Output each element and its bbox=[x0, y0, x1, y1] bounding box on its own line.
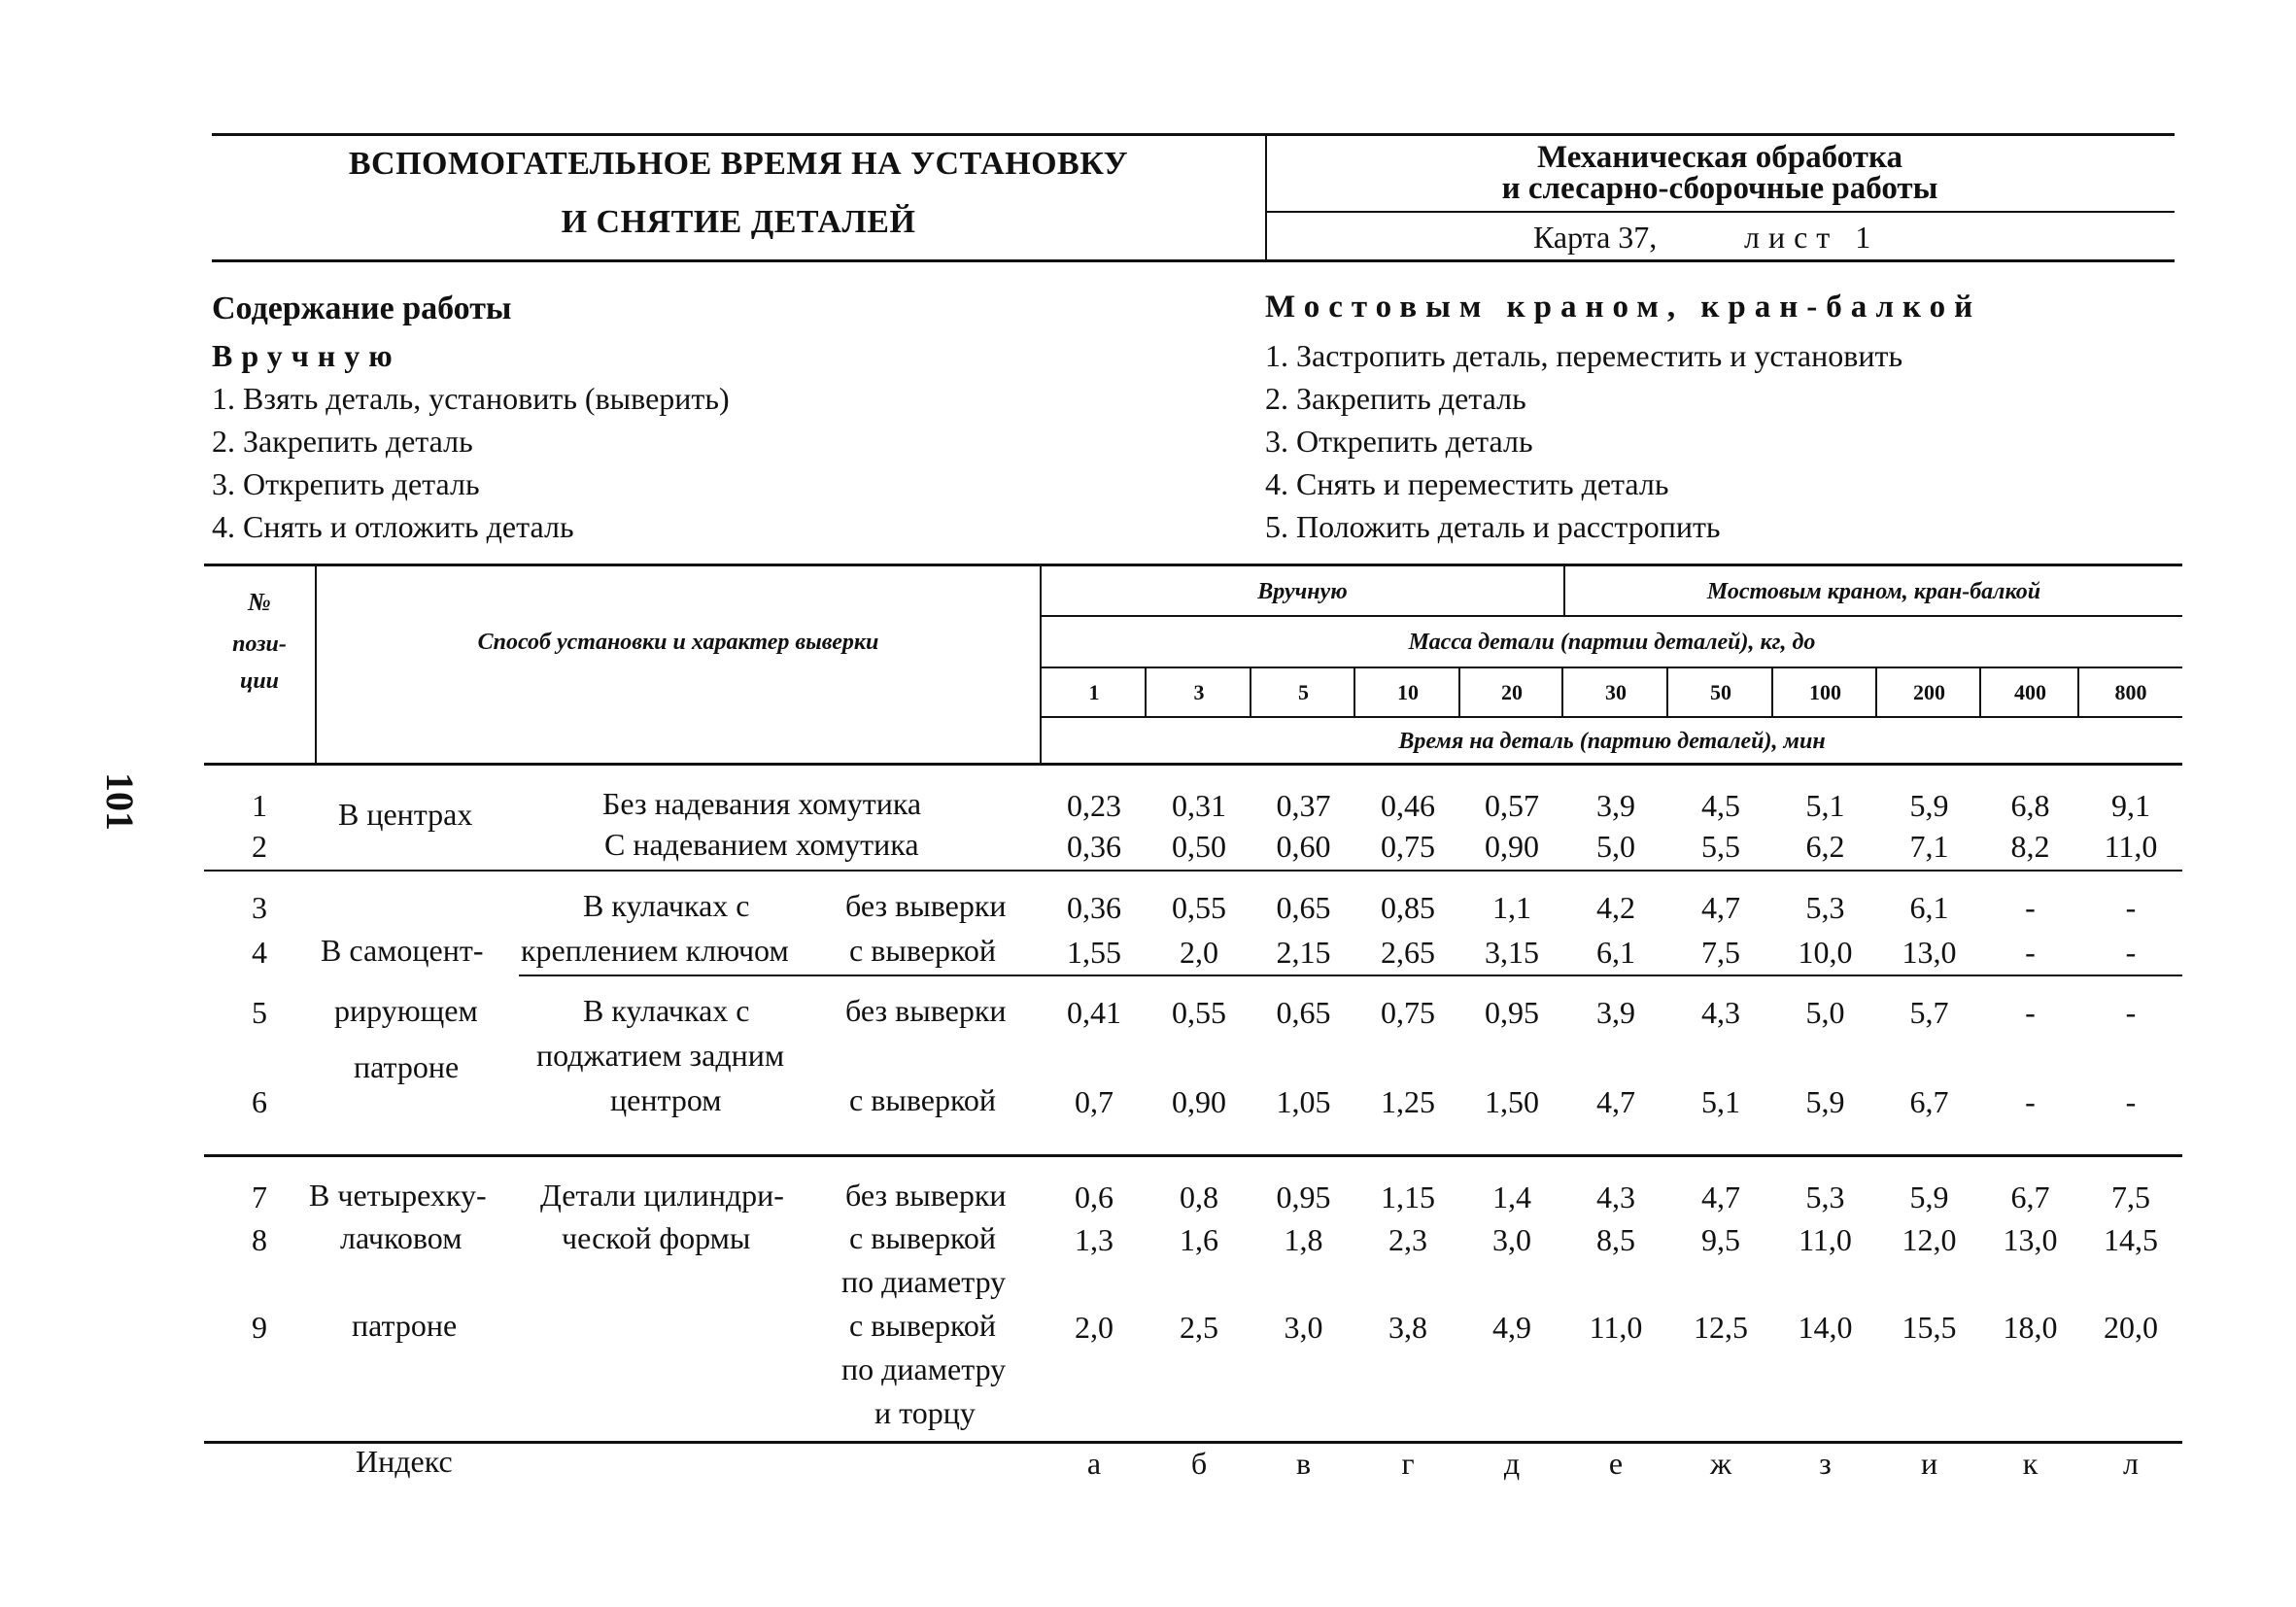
time-value-cell: 5,9 bbox=[1805, 1084, 1845, 1119]
time-value-cell: 2,65 bbox=[1381, 935, 1435, 970]
index-label: Индекс bbox=[356, 1444, 453, 1479]
time-value-cell: 5,0 bbox=[1805, 995, 1845, 1030]
time-value-cell: 0,90 bbox=[1172, 1084, 1226, 1119]
time-value-cell: 0,36 bbox=[1067, 890, 1121, 925]
time-value-cell: 0,31 bbox=[1172, 788, 1226, 823]
align-without-7: без выверки bbox=[845, 1178, 1007, 1213]
align-diameter-2: по диаметру bbox=[841, 1264, 1007, 1299]
time-value-cell: 7,1 bbox=[1909, 829, 1949, 864]
crane-label: Мостовым краном, кран-балкой bbox=[1265, 290, 1982, 325]
time-value-cell: 0,41 bbox=[1067, 995, 1121, 1030]
align-with-6: с выверкой bbox=[849, 1082, 996, 1117]
time-value-cell: 0,50 bbox=[1172, 829, 1226, 864]
time-value-cell: 1,1 bbox=[1492, 890, 1531, 925]
time-value-cell: 4,5 bbox=[1701, 788, 1740, 823]
time-value-cell: 3,9 bbox=[1596, 788, 1635, 823]
time-value-cell: 2,15 bbox=[1276, 935, 1331, 970]
align-end-1: с выверкой bbox=[849, 1308, 996, 1343]
time-value-cell: 6,1 bbox=[1596, 935, 1635, 970]
time-value-cell: 1,3 bbox=[1075, 1222, 1114, 1257]
time-value-cell: 0,75 bbox=[1381, 829, 1435, 864]
row-position-number: 5 bbox=[252, 995, 267, 1030]
time-value-cell: 5,7 bbox=[1909, 995, 1949, 1030]
time-value-cell: 1,15 bbox=[1381, 1180, 1435, 1214]
mass-header-cell: 50 bbox=[1710, 680, 1731, 704]
time-value-cell: 8,5 bbox=[1596, 1222, 1635, 1257]
align-without-3: без выверки bbox=[845, 888, 1007, 923]
time-value-cell: 0,95 bbox=[1276, 1180, 1331, 1214]
document-title-line2: И СНЯТИЕ ДЕТАЛЕЙ bbox=[561, 204, 916, 240]
row-position-number: 8 bbox=[252, 1222, 267, 1257]
time-value-cell: - bbox=[2025, 935, 2036, 970]
time-value-cell: 13,0 bbox=[1902, 935, 1957, 970]
method-jaws-tail-3: центром bbox=[610, 1082, 722, 1117]
work-content-heading: Содержание работы bbox=[212, 291, 512, 326]
crane-group-header: Мостовым краном, кран-балкой bbox=[1706, 579, 2041, 604]
column-index-letter: а bbox=[1086, 1446, 1102, 1481]
column-index-letter: б bbox=[1190, 1446, 1208, 1481]
group-four-jaw-3: патроне bbox=[352, 1308, 458, 1343]
time-value-cell: 3,9 bbox=[1596, 995, 1635, 1030]
manual-label: Вручную bbox=[212, 338, 401, 373]
time-value-cell: 5,1 bbox=[1701, 1084, 1740, 1119]
mass-header-cell: 5 bbox=[1298, 680, 1309, 704]
sheet-number: лист 1 bbox=[1744, 220, 1880, 255]
mass-header-cell: 3 bbox=[1193, 680, 1205, 704]
time-value-cell: 6,7 bbox=[2010, 1180, 2050, 1214]
mass-header-cell: 400 bbox=[2014, 680, 2046, 704]
time-value-cell: 3,0 bbox=[1284, 1310, 1323, 1345]
manual-step-3: 3. Открепить деталь bbox=[212, 466, 480, 501]
mass-header: Масса детали (партии деталей), кг, до bbox=[1408, 630, 1816, 655]
group-four-jaw-1: В четырехку- bbox=[309, 1178, 487, 1213]
time-value-cell: 0,55 bbox=[1172, 890, 1226, 925]
time-value-cell: 1,8 bbox=[1284, 1222, 1323, 1257]
time-value-cell: 7,5 bbox=[1701, 935, 1740, 970]
row-position-number: 4 bbox=[252, 935, 267, 970]
row-position-number: 9 bbox=[252, 1310, 267, 1345]
time-value-cell: 0,7 bbox=[1075, 1084, 1114, 1119]
time-value-cell: - bbox=[2125, 1084, 2137, 1119]
method-with-clamp: С надеванием хомутика bbox=[604, 827, 919, 862]
time-value-cell: 11,0 bbox=[1799, 1222, 1852, 1257]
time-value-cell: - bbox=[2025, 890, 2036, 925]
column-index-letter: е bbox=[1608, 1446, 1624, 1481]
mass-header-cell: 1 bbox=[1088, 680, 1100, 704]
time-value-cell: - bbox=[2125, 890, 2137, 925]
time-value-cell: 0,46 bbox=[1381, 788, 1435, 823]
row-position-number: 7 bbox=[252, 1180, 267, 1214]
time-value-cell: 6,8 bbox=[2010, 788, 2050, 823]
method-jaws-tail-2: поджатием задним bbox=[536, 1038, 785, 1073]
time-value-cell: 12,0 bbox=[1902, 1222, 1957, 1257]
time-value-cell: 4,3 bbox=[1701, 995, 1740, 1030]
time-value-cell: 18,0 bbox=[2003, 1310, 2058, 1345]
time-value-cell: 0,8 bbox=[1180, 1180, 1218, 1214]
time-value-cell: - bbox=[2025, 1084, 2036, 1119]
row-position-number: 1 bbox=[252, 788, 267, 823]
time-value-cell: 0,6 bbox=[1075, 1180, 1114, 1214]
time-value-cell: 4,7 bbox=[1701, 1180, 1740, 1214]
column-index-letter: в bbox=[1295, 1446, 1312, 1481]
time-value-cell: 10,0 bbox=[1798, 935, 1853, 970]
time-value-cell: 9,5 bbox=[1701, 1222, 1740, 1257]
time-value-cell: 1,05 bbox=[1276, 1084, 1331, 1119]
column-index-letter: г bbox=[1401, 1446, 1415, 1481]
time-value-cell: 3,15 bbox=[1485, 935, 1539, 970]
document-title-line1: ВСПОМОГАТЕЛЬНОЕ ВРЕМЯ НА УСТАНОВКУ bbox=[348, 146, 1129, 182]
time-value-cell: 2,0 bbox=[1075, 1310, 1114, 1345]
time-value-cell: 5,3 bbox=[1805, 1180, 1845, 1214]
time-value-cell: 3,0 bbox=[1492, 1222, 1531, 1257]
group-centers: В центрах bbox=[338, 797, 473, 832]
mass-header-cell: 10 bbox=[1397, 680, 1419, 704]
column-index-letter: ж bbox=[1709, 1446, 1732, 1481]
position-header-2: пози- bbox=[232, 632, 287, 657]
column-index-letter: д bbox=[1503, 1446, 1521, 1481]
time-value-cell: 6,2 bbox=[1805, 829, 1845, 864]
method-no-clamp: Без надевания хомутика bbox=[602, 786, 922, 821]
time-value-cell: 0,65 bbox=[1276, 890, 1331, 925]
time-value-cell: - bbox=[2125, 995, 2137, 1030]
time-value-cell: 0,75 bbox=[1381, 995, 1435, 1030]
time-value-cell: 14,0 bbox=[1798, 1310, 1853, 1345]
time-value-cell: 0,85 bbox=[1381, 890, 1435, 925]
position-header-3: ции bbox=[239, 668, 280, 694]
mass-header-cell: 30 bbox=[1605, 680, 1627, 704]
time-value-cell: - bbox=[2025, 995, 2036, 1030]
time-value-cell: 0,36 bbox=[1067, 829, 1121, 864]
time-value-cell: 12,5 bbox=[1694, 1310, 1748, 1345]
align-end-2: по диаметру bbox=[841, 1351, 1007, 1386]
time-value-cell: 6,1 bbox=[1909, 890, 1949, 925]
time-value-cell: 1,55 bbox=[1067, 935, 1121, 970]
manual-group-header: Вручную bbox=[1257, 579, 1348, 604]
time-value-cell: 13,0 bbox=[2003, 1222, 2058, 1257]
time-value-cell: 0,60 bbox=[1276, 829, 1331, 864]
group-self-centering-2: рирующем bbox=[334, 993, 478, 1028]
manual-step-1: 1. Взять деталь, установить (выверить) bbox=[212, 381, 730, 416]
time-value-cell: 0,23 bbox=[1067, 788, 1121, 823]
section-title-line2: и слесарно-сборочные работы bbox=[1501, 171, 1938, 206]
time-value-cell: 11,0 bbox=[2104, 829, 2158, 864]
mass-header-cell: 800 bbox=[2114, 680, 2147, 704]
time-value-cell: 5,9 bbox=[1909, 788, 1949, 823]
time-value-cell: 2,5 bbox=[1180, 1310, 1218, 1345]
time-value-cell: 1,50 bbox=[1485, 1084, 1539, 1119]
crane-step-5: 5. Положить деталь и расстропить bbox=[1265, 509, 1721, 544]
crane-step-3: 3. Открепить деталь bbox=[1265, 424, 1533, 459]
page-number: 101 bbox=[98, 772, 142, 831]
manual-step-4: 4. Снять и отложить деталь bbox=[212, 509, 574, 544]
time-value-cell: 4,2 bbox=[1596, 890, 1635, 925]
group-four-jaw-2: лачковом bbox=[340, 1220, 463, 1255]
card-number: Карта 37, bbox=[1533, 220, 1658, 255]
time-value-cell: 1,25 bbox=[1381, 1084, 1435, 1119]
crane-step-2: 2. Закрепить деталь bbox=[1265, 381, 1526, 416]
time-value-cell: 8,2 bbox=[2010, 829, 2050, 864]
position-header-1: № bbox=[248, 588, 271, 616]
row-position-number: 2 bbox=[252, 829, 267, 864]
method-header: Способ установки и характер выверки bbox=[477, 630, 879, 655]
crane-step-4: 4. Снять и переместить деталь bbox=[1265, 466, 1669, 501]
time-value-cell: 4,9 bbox=[1492, 1310, 1531, 1345]
time-value-cell: 5,5 bbox=[1701, 829, 1740, 864]
align-end-3: и торцу bbox=[874, 1395, 976, 1430]
align-diameter-1: с выверкой bbox=[849, 1220, 996, 1255]
time-value-cell: 5,3 bbox=[1805, 890, 1845, 925]
column-index-letter: л bbox=[2123, 1446, 2139, 1481]
align-with-4: с выверкой bbox=[849, 933, 996, 968]
time-value-cell: 4,7 bbox=[1701, 890, 1740, 925]
time-value-cell: 0,37 bbox=[1276, 788, 1331, 823]
column-index-letter: к bbox=[2022, 1446, 2039, 1481]
time-value-cell: 3,8 bbox=[1388, 1310, 1427, 1345]
method-jaws-key-1: В кулачках с bbox=[583, 888, 750, 923]
mass-header-cell: 20 bbox=[1501, 680, 1523, 704]
column-index-letter: и bbox=[1920, 1446, 1938, 1481]
time-value-cell: 0,65 bbox=[1276, 995, 1331, 1030]
time-value-cell: 1,4 bbox=[1492, 1180, 1531, 1214]
section-title-line1: Механическая обработка bbox=[1537, 140, 1902, 175]
method-cylindrical-1: Детали цилиндри- bbox=[540, 1178, 784, 1213]
time-value-cell: 2,3 bbox=[1388, 1222, 1427, 1257]
method-jaws-key-2: креплением ключом bbox=[521, 933, 789, 968]
time-value-cell: 0,55 bbox=[1172, 995, 1226, 1030]
row-position-number: 6 bbox=[252, 1084, 267, 1119]
time-value-cell: 20,0 bbox=[2104, 1310, 2158, 1345]
mass-header-cell: 100 bbox=[1809, 680, 1841, 704]
time-value-cell: 4,3 bbox=[1596, 1180, 1635, 1214]
time-value-cell: 4,7 bbox=[1596, 1084, 1635, 1119]
time-value-cell: 14,5 bbox=[2104, 1222, 2158, 1257]
manual-step-2: 2. Закрепить деталь bbox=[212, 424, 473, 459]
time-value-cell: 11,0 bbox=[1589, 1310, 1643, 1345]
time-value-cell: - bbox=[2125, 935, 2137, 970]
group-self-centering-1: В самоцент- bbox=[321, 933, 484, 968]
time-value-cell: 9,1 bbox=[2111, 788, 2150, 823]
mass-header-cell: 200 bbox=[1913, 680, 1945, 704]
time-value-cell: 6,7 bbox=[1909, 1084, 1949, 1119]
crane-step-1: 1. Застропить деталь, переместить и установить bbox=[1265, 338, 1903, 373]
time-value-cell: 0,95 bbox=[1485, 995, 1539, 1030]
time-value-cell: 0,90 bbox=[1485, 829, 1539, 864]
method-jaws-tail-1: В кулачках с bbox=[583, 993, 750, 1028]
time-value-cell: 2,0 bbox=[1180, 935, 1218, 970]
time-header: Время на деталь (партию деталей), мин bbox=[1398, 729, 1826, 754]
time-value-cell: 1,6 bbox=[1180, 1222, 1218, 1257]
time-value-cell: 5,9 bbox=[1909, 1180, 1949, 1214]
time-value-cell: 0,57 bbox=[1485, 788, 1539, 823]
time-value-cell: 5,1 bbox=[1805, 788, 1845, 823]
row-position-number: 3 bbox=[252, 890, 267, 925]
column-index-letter: з bbox=[1819, 1446, 1832, 1481]
time-value-cell: 7,5 bbox=[2111, 1180, 2150, 1214]
time-value-cell: 5,0 bbox=[1596, 829, 1635, 864]
group-self-centering-3: патроне bbox=[354, 1049, 460, 1084]
align-without-5: без выверки bbox=[845, 993, 1007, 1028]
time-value-cell: 15,5 bbox=[1902, 1310, 1957, 1345]
method-cylindrical-2: ческой формы bbox=[562, 1220, 751, 1255]
